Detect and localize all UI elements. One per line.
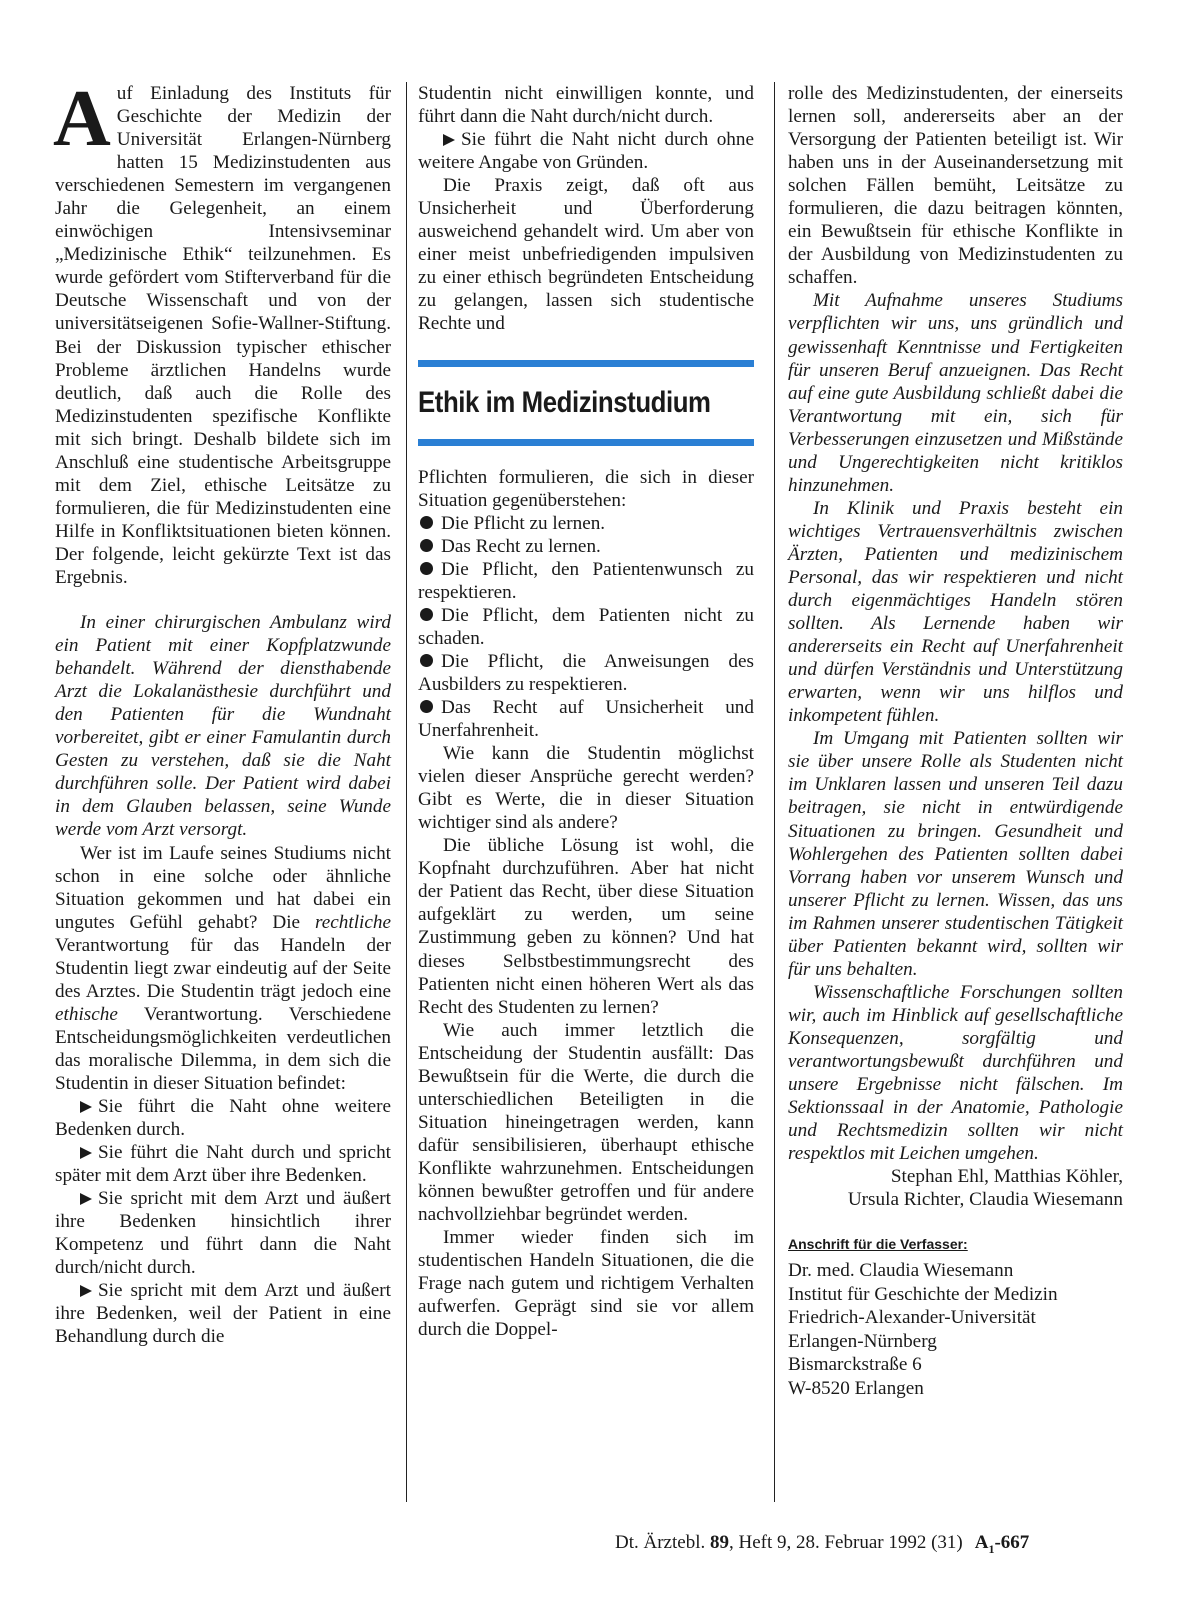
page-prefix: A bbox=[974, 1532, 989, 1553]
journal-name: Dt. Ärztebl. bbox=[615, 1532, 710, 1553]
principle-paragraph: Wissenschaftliche Forschungen sollten wir, auch im Hinblick auf gesellschaftliche Konsequenzen, sorgfältig und verantwortungsbewußt durchführen und unsere Ergebnisse nicht fälschen. Im Sektionssaal in der Anatomie, Pathologie und Rechtsmedizin sollten wir nicht respektlos mit Leichen umgehen. bbox=[788, 981, 1123, 1165]
column-1 bbox=[53, 75, 391, 1349]
list-item bbox=[418, 696, 754, 742]
text-run: Verantwortung für das Handeln der Studentin liegt zwar eindeutig auf der Seite des Arztes. Die Studentin trägt jedoch eine bbox=[55, 934, 391, 1002]
address-line: Dr. med. Claudia Wiesemann bbox=[788, 1260, 1014, 1282]
column-rule-1 bbox=[406, 82, 407, 1502]
address-line: Erlangen-Nürnberg bbox=[788, 1330, 937, 1352]
responsibility-paragraph bbox=[55, 842, 391, 1096]
triangle-arrow-icon bbox=[443, 134, 455, 146]
address-line: Institut für Geschichte der Medizin bbox=[788, 1283, 1058, 1305]
triangle-arrow-icon bbox=[80, 1193, 92, 1205]
continued-text: rolle des Medizinstudenten, der einerseits lernen soll, andererseits aber an der Versorgung der Patienten beteiligt ist. Wir haben uns in der Auseinandersetzung mit solchen Fällen bemüht, Leitsätze zu formulieren, die dazu beitragen könnten, ein Bewußtsein für ethische Konflikte in der Ausbildung von Medizinstudenten zu schaffen. bbox=[788, 83, 1123, 289]
option-text: Sie führt die Naht ohne weitere Bedenken durch. bbox=[55, 1096, 391, 1141]
emphasis-legal: rechtliche bbox=[314, 911, 391, 933]
bullet-icon bbox=[420, 608, 433, 621]
option-text: Sie führt die Naht durch und spricht später mit dem Arzt über ihre Bedenken. bbox=[55, 1142, 391, 1187]
duties-list bbox=[418, 512, 754, 742]
principle-paragraph: Im Umgang mit Patienten sollten wir sie über unsere Rolle als Studenten nicht im Unklaren lassen und unseren Teil dazu beitragen, sie nicht in entwürdigende Situationen zu bringen. Gesundheit und Wohlergehen des Patienten sollten dabei Vorrang haben vor unserem Wunsch und unserer Pflicht zu lernen. Wissen, das uns im Rahmen unserer studentischen Tätigkeit über Patienten bekannt wird, sollten wir für uns behalten. bbox=[788, 728, 1123, 980]
principle-paragraph: In Klinik und Praxis besteht ein wichtiges Vertrauensverhältnis zwischen Ärzten, Patienten und medizinischem Personal, das wir respektieren und nicht durch eigenmächtiges Handeln stören sollten. Als Lernende haben wir andererseits ein Recht auf Unerfahrenheit und dürfen Verständnis und Unterstützung erwarten, wenn wir uns hilflos und inkompetent fühlen. bbox=[788, 497, 1123, 727]
triangle-arrow-icon bbox=[80, 1101, 92, 1113]
list-item bbox=[418, 558, 754, 604]
option-item bbox=[418, 128, 754, 174]
intro-paragraph bbox=[53, 75, 391, 589]
page-subscript: 1 bbox=[988, 1541, 995, 1556]
option-item bbox=[55, 1187, 391, 1279]
bullet-icon bbox=[420, 562, 433, 575]
solution-paragraph: Die übliche Lösung ist wohl, die Kopfnaht durchzuführen. Aber hat nicht der Patient das Recht, über diese Situation aufgeklärt zu werden, um seine Zustimmung geben zu können? Und hat dieses Selbstbestimmungsrecht des Patienten nicht einen höheren Wert als das Recht des Studenten zu lernen? bbox=[418, 835, 754, 1018]
headline-bar-bottom bbox=[418, 439, 754, 446]
bullet-icon bbox=[420, 654, 433, 667]
question-paragraph: Wie kann die Studentin möglichst vielen dieser Ansprüche gerecht werden? Gibt es Werte, die in dieser Situation wichtiger sind als andere? bbox=[418, 743, 754, 834]
address-label: Anschrift für die Verfasser: bbox=[788, 1236, 968, 1253]
author-address bbox=[788, 1259, 1123, 1400]
duties-intro: Pflichten formulieren, die sich in dieser Situation gegenüberstehen: bbox=[418, 466, 754, 511]
authors-line-2: Ursula Richter, Claudia Wiesemann bbox=[847, 1189, 1123, 1211]
bullet-icon bbox=[420, 700, 433, 713]
list-item bbox=[418, 512, 754, 535]
headline: Ethik im Medizinstudium bbox=[418, 385, 711, 419]
triangle-arrow-icon bbox=[80, 1147, 92, 1159]
list-item-text: Die Pflicht zu lernen. bbox=[441, 512, 606, 534]
authors-line-1: Stephan Ehl, Matthias Köhler, bbox=[890, 1166, 1123, 1188]
spacer bbox=[55, 589, 391, 611]
column-rule-2 bbox=[774, 82, 775, 1502]
triangle-arrow-icon bbox=[80, 1285, 92, 1297]
emphasis-ethical: ethische bbox=[55, 1003, 118, 1025]
option-text: Sie spricht mit dem Arzt und äußert ihre Bedenken, weil der Patient in eine Behandlung durch die bbox=[55, 1280, 391, 1348]
column-3 bbox=[788, 82, 1123, 1400]
issue-date: , Heft 9, 28. Februar 1992 (31) bbox=[728, 1532, 963, 1553]
page-number bbox=[974, 1532, 1030, 1556]
list-item-text: Die Pflicht, dem Patienten nicht zu schaden. bbox=[418, 604, 754, 649]
list-item bbox=[418, 535, 754, 558]
address-line: Friedrich-Alexander-Universität bbox=[788, 1307, 1036, 1329]
drop-cap: A bbox=[53, 75, 111, 163]
option-item bbox=[55, 1095, 391, 1141]
option-item bbox=[55, 1141, 391, 1187]
decision-paragraph: Wie auch immer letztlich die Entscheidung der Studentin ausfällt: Das Bewußtsein für die Werte, die durch die unterschiedlichen Beteiligten in die Situation hineingetragen werden, kann dafür sensibilisieren, überhaupt ethische Konflikte wahrzunehmen. Entscheidungen können bewußter getroffen und für andere nachvollziehbar begründet werden. bbox=[418, 1019, 754, 1226]
list-item-text: Das Recht auf Unsicherheit und Unerfahrenheit. bbox=[418, 696, 754, 742]
list-item bbox=[418, 604, 754, 650]
list-item-text: Die Pflicht, den Patientenwunsch zu respektieren. bbox=[418, 558, 754, 603]
practice-paragraph: Die Praxis zeigt, daß oft aus Unsicherheit und Überforderung ausweichend gehandelt wird. Um aber von einer meist unbefriedigenden impulsiven zu einer ethisch begründeten Entscheidung zu gelangen, lassen sich studentische Rechte und bbox=[418, 175, 754, 335]
case-description: In einer chirurgischen Ambulanz wird ein Patient mit einer Kopfplatzwunde behandelt. Während der diensthabende Arzt die Lokalanästhesie durchführt und den Patienten für die Wundnaht vorbereitet, gibt er einer Famulantin durch Gesten zu verstehen, daß sie die Naht durchführen solle. Der Patient wird dabei in dem Glauben belassen, seine Wunde werde vom Arzt versorgt. bbox=[55, 612, 391, 841]
headline-bar-top bbox=[418, 360, 754, 367]
column-2 bbox=[418, 82, 754, 1341]
situations-paragraph: Immer wieder finden sich im studentischen Handeln Situationen, die die Frage nach gutem und richtigem Verhalten aufwerfen. Geprägt sind sie vor allem durch die Doppel- bbox=[418, 1227, 754, 1341]
option-item bbox=[55, 1279, 391, 1348]
volume-number: 89 bbox=[709, 1532, 729, 1553]
intro-text: uf Einladung des Instituts für Geschichte der Medizin der Universität Erlangen-Nürnberg hatten 15 Medizinstudenten aus verschiedenen Semestern im vergangenen Jahr die Gelegenheit, an einem einwöchigen Intensivseminar „Medizinische Ethik“ teilzunehmen. Es wurde gefördert vom Stifterverband für die Deutsche Wissenschaft und von der universitätseigenen Sofie-Wallner-Stiftung. Bei der Diskussion typischer ethischer Probleme ärztlichen Handelns wurde deutlich, daß auch die Rolle des Medizinstudenten spezifische Konflikte mit sich bringt. Deshalb bildete sich im Anschluß eine studentische Arbeitsgruppe mit dem Ziel, ethische Leitsätze zu formulieren, die für Medizinstudenten eine Hilfe in Konfliktsituationen bieten können. Der folgende, leicht gekürzte Text ist das Ergebnis. bbox=[55, 83, 391, 588]
text-run: Verantwortung. Verschiedene Entscheidungsmöglichkeiten verdeutlichen das moralische Dilemma, in dem sich die Studentin in dieser Situation befindet: bbox=[55, 1003, 391, 1094]
continued-text: Studentin nicht einwilligen konnte, und führt dann die Naht durch/nicht durch. bbox=[418, 83, 754, 128]
bullet-icon bbox=[420, 516, 433, 529]
page-footer bbox=[615, 1532, 1029, 1557]
list-item-text: Die Pflicht, die Anweisungen des Ausbilders zu respektieren. bbox=[418, 650, 754, 695]
list-item bbox=[418, 650, 754, 696]
address-line: W-8520 Erlangen bbox=[788, 1377, 924, 1399]
bullet-icon bbox=[420, 539, 433, 552]
principle-paragraph: Mit Aufnahme unseres Studiums verpflichten wir uns, uns gründlich und gewissenhaft Kenntnisse und Fertigkeiten für unseren Beruf anzueignen. Das Recht auf eine gute Ausbildung schließt dabei die Verantwortung mit ein, sich für Verbesserungen einzusetzen und Mißstände und Ungerechtigkeiten nicht kritiklos hinzunehmen. bbox=[788, 290, 1123, 496]
page-num: -667 bbox=[994, 1532, 1030, 1553]
address-line: Bismarckstraße 6 bbox=[788, 1354, 922, 1376]
list-item-text: Das Recht zu lernen. bbox=[441, 535, 601, 557]
option-text: Sie spricht mit dem Arzt und äußert ihre Bedenken hinsichtlich ihrer Kompetenz und führt dann die Naht durch/nicht durch. bbox=[55, 1188, 391, 1279]
option-text: Sie führt die Naht nicht durch ohne weitere Angabe von Gründen. bbox=[418, 129, 754, 174]
text-run: Wer ist im Laufe seines Studiums nicht schon in eine solche oder ähnliche Situation gekommen und hat dabei ein ungutes Gefühl gehabt? Die bbox=[55, 842, 391, 933]
